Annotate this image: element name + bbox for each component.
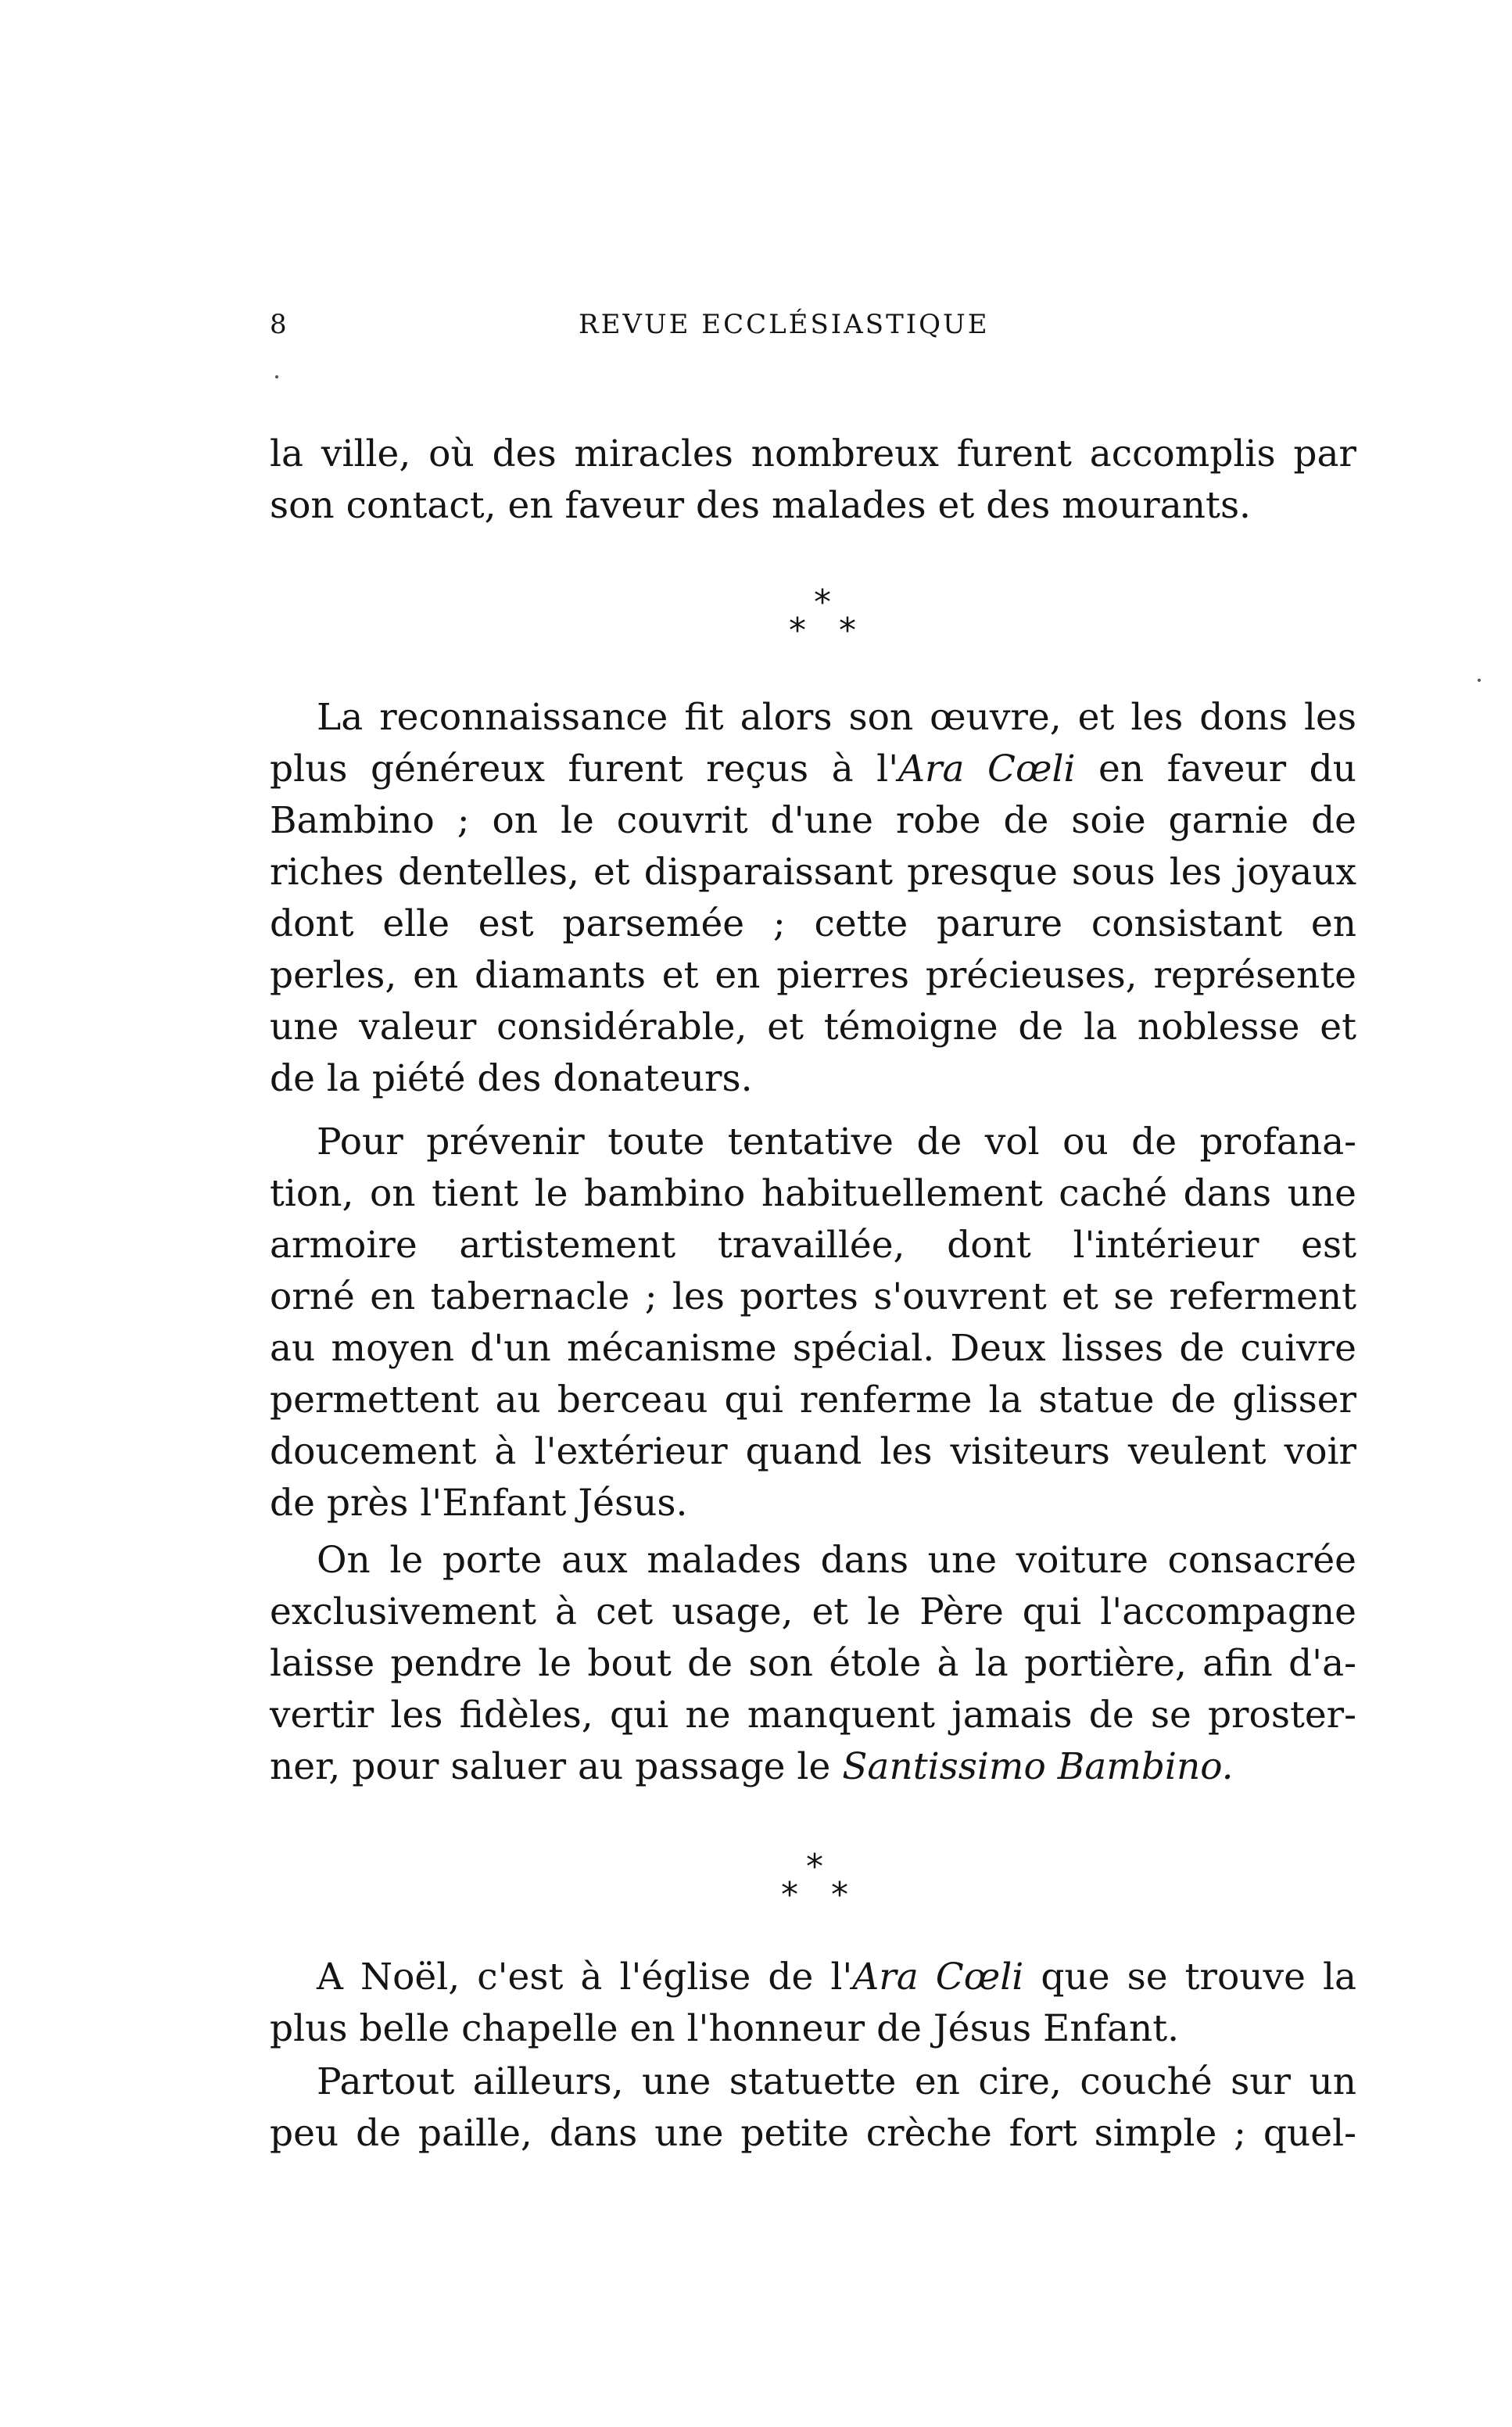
text-line: de la piété des donateurs. (270, 1057, 753, 1100)
paragraph-partout (270, 2056, 1356, 2160)
asterism-star: * (814, 583, 831, 622)
text-line: Pour prévenir toute tentative de vol ou de profana- (317, 1120, 1356, 1163)
text-line: vertir les fidèles, qui ne manquent jamais de se proster- (270, 1694, 1356, 1737)
print-speck (1478, 679, 1481, 682)
asterism-star: * (831, 1875, 848, 1915)
text-line: laisse pendre le bout de son étole à la portière, afin d'a- (270, 1642, 1356, 1685)
asterism-star: * (789, 611, 806, 651)
asterism-star: * (806, 1847, 823, 1887)
text-line: son contact, en faveur des malades et des mourants. (270, 484, 1252, 527)
text-line: tion, on tient le bambino habituellement caché dans une (270, 1172, 1356, 1215)
text-line: La reconnaissance fit alors son œuvre, et les dons les (317, 696, 1356, 739)
text-line: peu de paille, dans une petite crèche fort simple ; quel- (270, 2112, 1356, 2155)
text-line: au moyen d'un mécanisme spécial. Deux lisses de cuivre (270, 1327, 1356, 1370)
asterism-star: * (839, 611, 856, 651)
page-header (270, 309, 1356, 348)
text-line: ner, pour saluer au passage le Santissimo Bambino. (270, 1745, 1234, 1788)
text-line: permettent au berceau qui renferme la statue de glisser (270, 1378, 1356, 1421)
text-line: Partout ailleurs, une statuette en cire, couché sur un (317, 2060, 1356, 2103)
paragraph-malades (270, 1535, 1356, 1793)
text-line: On le porte aux malades dans une voiture consacrée (317, 1539, 1356, 1582)
paragraph-reconnaissance (270, 692, 1356, 1105)
text-line: exclusivement à cet usage, et le Père qui l'accompagne (270, 1590, 1356, 1633)
text-line: doucement à l'extérieur quand les visiteurs veulent voir (270, 1430, 1356, 1473)
text-line: plus généreux furent reçus à l'Ara Cœli en faveur du (270, 747, 1357, 790)
paragraph-noel (270, 1952, 1356, 2055)
paragraph-continuation (270, 428, 1356, 532)
print-speck (275, 375, 278, 378)
text-line: riches dentelles, et disparaissant presque sous les joyaux (270, 851, 1356, 894)
text-line: perles, en diamants et en pierres précieuses, représente (270, 954, 1356, 997)
asterism-star: * (781, 1875, 798, 1915)
asterism-divider (778, 583, 872, 661)
asterism-divider (770, 1847, 864, 1925)
text-line: orné en tabernacle ; les portes s'ouvrent et se referment (270, 1275, 1356, 1318)
text-line: A Noël, c'est à l'église de l'Ara Cœli que se trouve la (317, 1956, 1357, 1999)
page-number: 8 (270, 309, 287, 340)
text-line: dont elle est parsemée ; cette parure consistant en (270, 902, 1356, 945)
text-line: Bambino ; on le couvrit d'une robe de soie garnie de (270, 799, 1356, 842)
italic-text: Ara Cœli (898, 747, 1076, 790)
text-line: armoire artistement travaillée, dont l'intérieur est (270, 1224, 1356, 1267)
text-line: plus belle chapelle en l'honneur de Jésus Enfant. (270, 2007, 1180, 2050)
text-line: une valeur considérable, et témoigne de la noblesse et (270, 1006, 1356, 1049)
text-line: la ville, où des miracles nombreux furent accomplis par (270, 432, 1356, 475)
italic-text: Santissimo Bambino. (842, 1745, 1234, 1788)
paragraph-prevention (270, 1117, 1356, 1529)
text-line: de près l'Enfant Jésus. (270, 1482, 688, 1525)
running-title: REVUE ECCLÉSIASTIQUE (579, 309, 990, 340)
italic-text: Ara Cœli (852, 1956, 1024, 1999)
